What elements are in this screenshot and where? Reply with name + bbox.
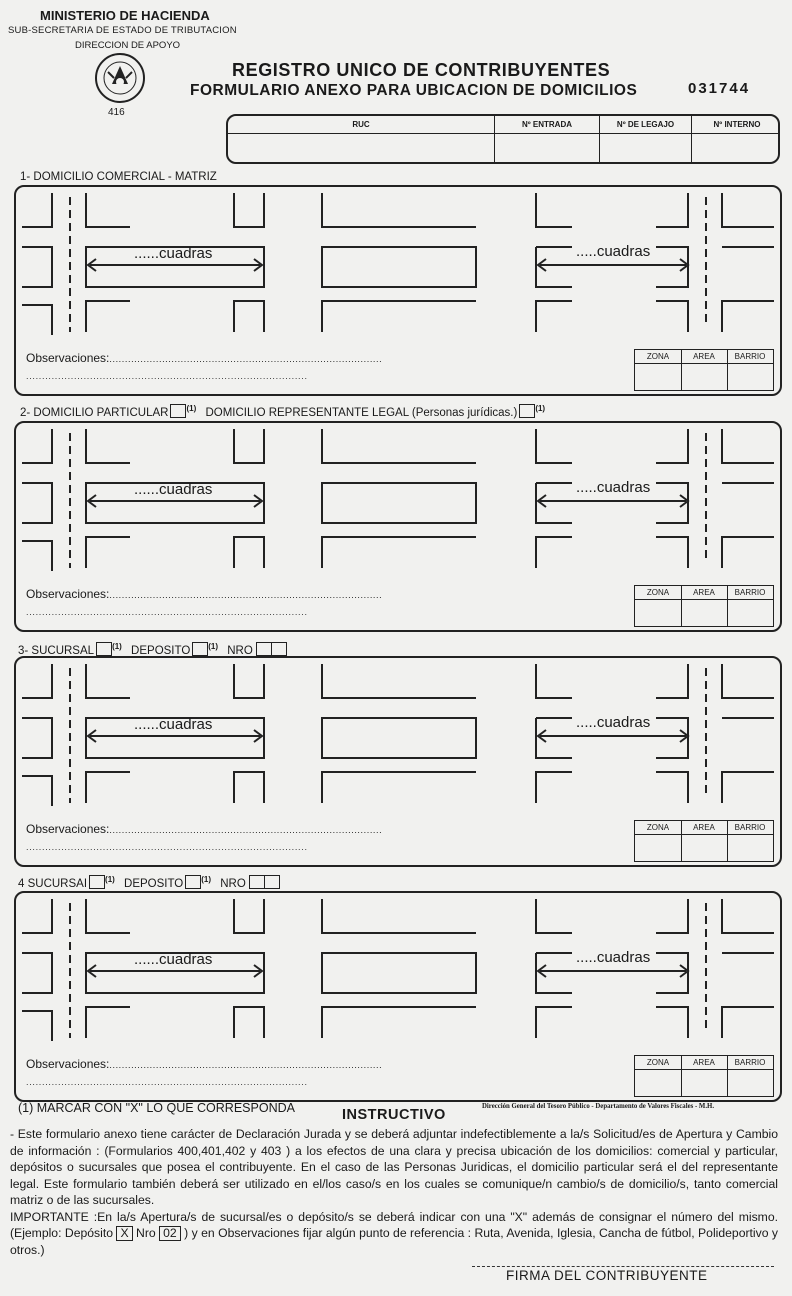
observaciones-label: Observaciones: (26, 587, 110, 601)
area-label: AREA (693, 823, 715, 832)
section-1-box (14, 185, 782, 396)
marking-note: (1) MARCAR CON "X" LO QUE CORRESPONDA (18, 1101, 295, 1115)
observaciones-field[interactable] (26, 351, 382, 365)
observaciones-field[interactable] (26, 1057, 382, 1071)
cuadras-left-label: ......cuadras (134, 716, 213, 733)
serial-number: 031744 (688, 80, 751, 97)
nro-3-box-b[interactable] (272, 642, 287, 656)
cuadras-right-label: .....cuadras (576, 243, 651, 260)
section-3-box (14, 656, 782, 867)
section-2-title: 2- DOMICILIO PARTICULAR $^{(1)}$ DOMICILIO REPRESENTANTE LEGAL (Personas jurídicas.) $^{(1)}$ (20, 404, 546, 419)
observaciones-second-line[interactable]: ........................................................................................ (26, 607, 308, 617)
subsecretaria: SUB-SECRETARIA DE ESTADO DE TRIBUTACION (8, 25, 237, 36)
section-4-box (14, 891, 782, 1102)
zona-area-barrio-grid[interactable] (634, 820, 774, 862)
deposito-3-checkbox[interactable] (192, 642, 208, 656)
representante-checkbox[interactable] (519, 404, 535, 418)
nro-4-box-a[interactable] (249, 875, 265, 889)
observaciones-dots: ........................................................................................ (109, 1060, 383, 1070)
signature-label: FIRMA DEL CONTRIBUYENTE (506, 1268, 708, 1283)
ministry-name: MINISTERIO DE HACIENDA (40, 8, 210, 23)
barrio-label: BARRIO (734, 823, 766, 832)
ruc-label: RUC (352, 120, 370, 129)
section-1-title: 1- DOMICILIO COMERCIAL - MATRIZ (20, 171, 217, 183)
instructions-text (10, 1126, 778, 1258)
section-4-title: 4 SUCURSAI $^{(1)}$ DEPOSITO $^{(1)}$ NRO (18, 875, 280, 890)
nro-4-box-b[interactable] (265, 875, 280, 889)
nro-3-box-a[interactable] (256, 642, 272, 656)
seal-number: 416 (108, 107, 125, 118)
direccion: DIRECCION DE APOYO (75, 40, 181, 51)
example-x-box: X (116, 1226, 132, 1241)
barrio-label: BARRIO (734, 588, 766, 597)
observaciones-second-line[interactable]: ........................................................................................ (26, 842, 308, 852)
barrio-label: BARRIO (734, 352, 766, 361)
example-nro-label: Nro (136, 1226, 156, 1240)
particular-checkbox[interactable] (170, 404, 186, 418)
observaciones-dots: ........................................................................................ (109, 825, 383, 835)
interno-field[interactable] (691, 116, 780, 162)
observaciones-second-line[interactable]: ........................................................................................ (26, 371, 308, 381)
id-box (226, 114, 780, 164)
observaciones-dots: ........................................................................................ (109, 354, 383, 364)
dgtp-imprint: Dirección General del Tesoro Público - Departamento de Valores Fiscales - M.H. (482, 1103, 715, 1110)
area-label: AREA (693, 1058, 715, 1067)
area-label: AREA (693, 352, 715, 361)
zona-label: ZONA (646, 823, 670, 832)
signature-line[interactable] (472, 1266, 774, 1267)
sucursal-4-checkbox[interactable] (89, 875, 105, 889)
cuadras-left-label: ......cuadras (134, 245, 213, 262)
zona-area-barrio-grid[interactable] (634, 585, 774, 627)
zona-area-barrio-grid[interactable] (634, 349, 774, 391)
zona-label: ZONA (646, 352, 670, 361)
instructivo-title: INSTRUCTIVO (342, 1107, 446, 1123)
ruc-field[interactable] (228, 116, 494, 162)
observaciones-second-line[interactable]: ........................................................................................ (26, 1077, 308, 1087)
section-3-title: 3- SUCURSAL $^{(1)}$ DEPOSITO $^{(1)}$ NRO (18, 642, 287, 657)
deposito-4-checkbox[interactable] (185, 875, 201, 889)
cuadras-right-label: .....cuadras (576, 949, 651, 966)
legajo-field[interactable] (599, 116, 691, 162)
cuadras-right-label: .....cuadras (576, 714, 651, 731)
cuadras-left-label: ......cuadras (134, 951, 213, 968)
entrada-field[interactable] (494, 116, 599, 162)
form-title: REGISTRO UNICO DE CONTRIBUYENTES (232, 60, 611, 80)
zona-label: ZONA (646, 1058, 670, 1067)
observaciones-field[interactable] (26, 587, 382, 601)
barrio-label: BARRIO (734, 1058, 766, 1067)
observaciones-label: Observaciones: (26, 822, 110, 836)
section-2-box (14, 421, 782, 632)
observaciones-field[interactable] (26, 822, 382, 836)
instructions-paragraph-2b: ) y en Observaciones fijar algún punto de referencia : Ruta, Avenida, Iglesia, Cancha de fútbol, Polideportivo y otros.) (10, 1226, 779, 1257)
observaciones-dots: ........................................................................................ (109, 590, 383, 600)
zona-label: ZONA (646, 588, 670, 597)
cuadras-right-label: .....cuadras (576, 479, 651, 496)
zona-area-barrio-grid[interactable] (634, 1055, 774, 1097)
example-nro-box: 02 (159, 1226, 181, 1241)
legajo-label: Nº DE LEGAJO (616, 120, 675, 129)
instructions-paragraph-1: - Este formulario anexo tiene carácter de Declaración Jurada y se deberá adjuntar indefectiblemente a la/s Solicitud/es de Apertura y Cambio de información : (Formularios 400,401,402 y 403 ) a los efectos de una clara y precisa ubicación de los domicilios: comercial y particular, depósitos o sucursales que posea el contribuyente. En el caso de las Personas Juridicas, el domicilio particular será el del representante legal. Este formulario también deberá ser utilizado en el/los caso/s en los cuales se comunique/n cambio/s de domicilio/s, tanto comercial matriz o de las sucursales. (10, 1127, 778, 1207)
area-label: AREA (693, 588, 715, 597)
instructions-paragraph-2a: IMPORTANTE :En la/s Apertura/s de sucursal/es o depósito/s se deberá indicar con una "X" además de consignar el número del mismo. (Ejemplo: Depósito (10, 1209, 778, 1240)
entrada-label: Nº ENTRADA (521, 120, 573, 129)
cuadras-left-label: ......cuadras (134, 481, 213, 498)
observaciones-label: Observaciones: (26, 1057, 110, 1071)
observaciones-label: Observaciones: (26, 351, 110, 365)
seal-emblem (94, 52, 146, 104)
sucursal-3-checkbox[interactable] (96, 642, 112, 656)
form-subtitle: FORMULARIO ANEXO PARA UBICACION DE DOMICILIOS (190, 82, 638, 99)
interno-label: Nº INTERNO (713, 120, 761, 129)
